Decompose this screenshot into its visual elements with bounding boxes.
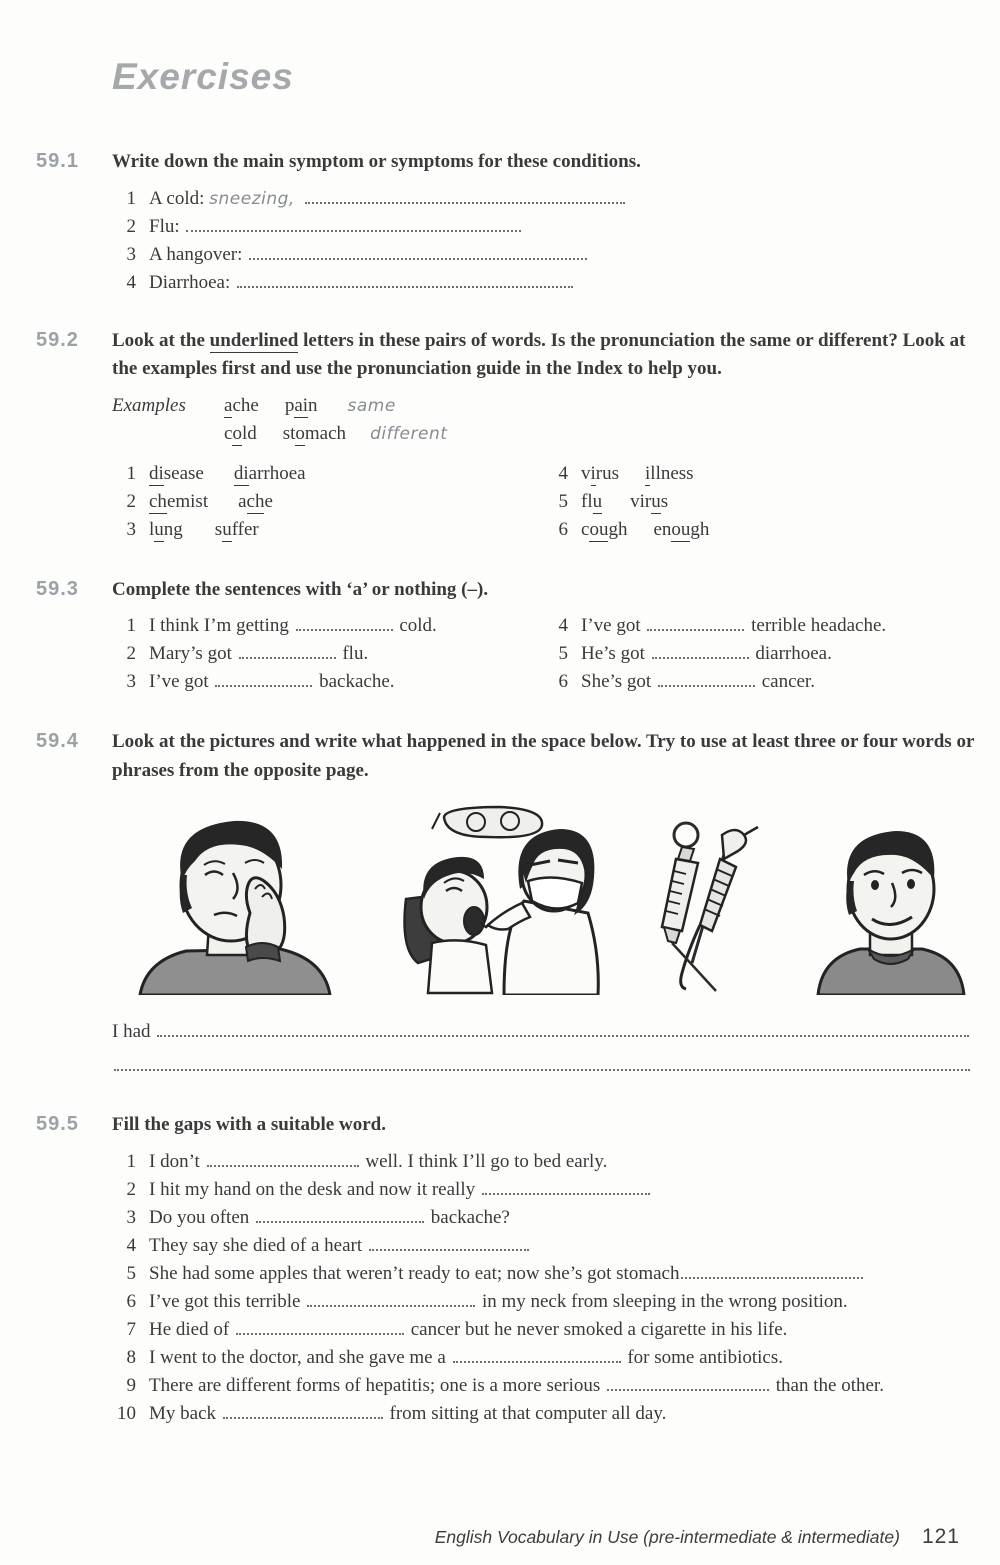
exercise-body [112, 1111, 978, 1428]
exercise-item [112, 1288, 978, 1316]
item-number: 6 [558, 671, 568, 692]
text: well. I think I’ll go to bed early. [360, 1150, 608, 1172]
exercise-59-1 [36, 148, 1000, 297]
text: There are different forms of hepatitis; one is a more serious [149, 1374, 606, 1396]
item-text [581, 640, 978, 668]
item-text [149, 1372, 978, 1400]
text: ld [241, 422, 257, 444]
answer-blank [239, 644, 336, 659]
text: diarrhoea. [750, 643, 832, 664]
item-number: 9 [126, 1374, 136, 1396]
text: cancer. [756, 671, 815, 692]
underlined-letters: u [154, 518, 164, 540]
exercise-59-4 [36, 728, 1000, 1083]
exercise-items [112, 1148, 978, 1428]
exercise-number: 59.4 [36, 730, 79, 752]
text: v [581, 462, 591, 484]
book-title: English Vocabulary in Use (pre-intermediate & intermediate) [434, 1527, 900, 1547]
answer-blank [658, 672, 755, 687]
examples-label-spacer [112, 420, 224, 448]
text: en [653, 518, 672, 540]
text: c [224, 422, 233, 444]
text: l [149, 518, 155, 540]
text: cold. [394, 615, 437, 636]
item-text [149, 213, 978, 241]
item-text [149, 1232, 978, 1260]
item-text [581, 516, 978, 544]
item-text [149, 241, 978, 269]
text: A hangover: [149, 243, 248, 265]
text: I had [112, 1021, 156, 1042]
exercise-59-3 [36, 576, 1000, 697]
item-text [149, 269, 978, 297]
answer-line [112, 1049, 978, 1083]
item-text [581, 488, 978, 516]
exercise-item [544, 668, 978, 696]
item-text [149, 640, 544, 668]
handwritten-answer: sneezing, [209, 188, 295, 209]
text: They say she died of a heart [149, 1234, 367, 1256]
underlined-letters: ou [671, 518, 691, 540]
item-text [149, 1288, 978, 1316]
underlined-letters: ou [589, 518, 609, 540]
text: ffer [231, 518, 259, 540]
exercise-item [112, 1344, 978, 1372]
exercise-item [112, 1232, 978, 1260]
spacer [183, 534, 215, 535]
item-number: 1 [126, 187, 136, 209]
textbook-page [0, 56, 1000, 1565]
item-text [581, 612, 978, 640]
item-text [149, 1316, 978, 1344]
text: arrhoea [248, 462, 306, 484]
text: for some antibiotics. [622, 1346, 783, 1368]
man-holding-aching-jaw-illustration [112, 809, 344, 995]
item-number: 10 [117, 1402, 136, 1424]
handwritten-answer: different [370, 423, 448, 444]
text: llness [650, 462, 694, 484]
exercise-item [112, 1316, 978, 1344]
exercise-59-2 [36, 327, 1000, 544]
answer-blank [607, 1376, 769, 1391]
text: from sitting at that computer all day. [384, 1402, 667, 1424]
text: I think I’m getting [149, 615, 294, 636]
exercise-item [112, 1260, 978, 1288]
example-words [224, 392, 396, 420]
exercise-item [112, 1176, 978, 1204]
text: che [232, 394, 259, 416]
dentist-examining-patient-illustration [392, 803, 604, 995]
answer-blank [482, 1180, 650, 1195]
item-number: 3 [126, 243, 136, 265]
answer-blank [647, 616, 744, 631]
text: fl [581, 490, 593, 512]
exercise-instruction: Fill the gaps with a suitable word. [112, 1114, 386, 1135]
answer-blank [114, 1056, 970, 1071]
answer-blank [369, 1236, 529, 1251]
word-pairs [112, 460, 978, 544]
text: She had some apples that weren’t ready to eat; now she’s got stomach [149, 1262, 680, 1284]
spacer [295, 203, 303, 204]
underlined-letters: u [651, 490, 661, 512]
exercise-item [112, 668, 544, 696]
exercise-item [544, 488, 978, 516]
exercise-number: 59.2 [36, 328, 79, 351]
text: I don’t [149, 1150, 205, 1172]
item-number: 5 [558, 643, 568, 664]
answer-blank [249, 245, 587, 260]
underlined-letters: di [233, 462, 249, 484]
exercise-number: 59.5 [36, 1113, 79, 1135]
exercise-item [544, 640, 978, 668]
spacer [627, 534, 653, 535]
item-text [149, 516, 544, 544]
exercise-number: 59.3 [36, 577, 79, 600]
item-text [149, 668, 544, 696]
exercise-item [112, 269, 978, 297]
exercise-body [112, 728, 978, 1083]
exercise-item [112, 640, 544, 668]
text: s [214, 518, 223, 540]
exercise-instruction: Look at the pictures and write what happened in the space below. Try to use at least three or four words or phrases from the opposite page. [112, 731, 979, 781]
spacer [257, 438, 283, 439]
text: He died of [149, 1318, 234, 1340]
item-text [149, 460, 544, 488]
exercise-item [544, 460, 978, 488]
text: a [238, 490, 247, 512]
exercise-item [112, 1148, 978, 1176]
item-text [149, 612, 544, 640]
answer-blank [453, 1348, 621, 1363]
underlined-letters: ch [149, 490, 167, 512]
exercise-item [112, 516, 544, 544]
item-text [149, 1176, 978, 1204]
item-number: 1 [126, 615, 136, 636]
smiling-man-illustration [812, 823, 968, 995]
exercise-59-5 [36, 1111, 1000, 1428]
exercise-instruction: Complete the sentences with ‘a’ or nothing (–). [112, 578, 489, 600]
item-number: 5 [126, 1262, 136, 1284]
exercise-item [112, 1372, 978, 1400]
item-text [581, 668, 978, 696]
text: gh [608, 518, 628, 540]
exercise-item [112, 460, 544, 488]
syringe-and-drill-illustration [652, 813, 764, 995]
exercise-instruction: Write down the main symptom or symptoms for these conditions. [112, 151, 641, 172]
handwritten-answer: same [347, 395, 396, 416]
spacer [619, 478, 645, 479]
examples-block [112, 392, 978, 448]
sentences-right-column [544, 612, 978, 696]
item-number: 7 [126, 1318, 136, 1340]
examples-label: Examples [112, 394, 186, 416]
item-number: 4 [126, 271, 136, 293]
item-text [149, 1400, 978, 1428]
underlined-letters: o [232, 422, 242, 444]
answer-blank [296, 616, 393, 631]
page-number: 121 [921, 1525, 960, 1548]
item-number: 4 [558, 462, 568, 484]
text: ng [163, 518, 183, 540]
text: rus [595, 462, 620, 484]
text: than the other. [771, 1374, 884, 1396]
underlined-letters: a [224, 394, 233, 416]
written-answer-area [112, 1015, 978, 1083]
item-number: 4 [558, 615, 568, 636]
exercise-body [112, 327, 978, 544]
text: Look at the [112, 329, 210, 351]
underlined-letters: i [590, 462, 596, 484]
answer-blank [305, 189, 625, 204]
text: I went to the doctor, and she gave me a [149, 1346, 451, 1368]
text: c [581, 518, 590, 540]
answer-blank [236, 1320, 404, 1335]
exercise-item [544, 516, 978, 544]
item-text [149, 1148, 978, 1176]
exercise-item [112, 612, 544, 640]
answer-blank [307, 1292, 475, 1307]
exercise-item [112, 488, 544, 516]
text: mach [304, 422, 347, 444]
exercise-item [112, 1400, 978, 1428]
answer-blank [681, 1264, 863, 1279]
exercise-item [112, 185, 978, 213]
text: letters in these pairs of words. Is the pronunciation the same or different? Look at the examples first and use the pronunciation guide in the Index to help you. [112, 329, 971, 379]
item-number: 3 [126, 518, 136, 540]
exercise-item [544, 612, 978, 640]
text: emist [166, 490, 209, 512]
text: I’ve got this terrible [149, 1290, 306, 1312]
item-number: 2 [126, 643, 136, 664]
sentences-left-column [112, 612, 544, 696]
example-words [224, 420, 447, 448]
item-text [149, 185, 978, 213]
item-number: 2 [126, 1178, 136, 1200]
spacer [208, 506, 238, 507]
answer-blank [223, 1404, 383, 1419]
item-number: 6 [558, 518, 568, 540]
underlined-letters: u [222, 518, 232, 540]
spacer [318, 410, 348, 411]
text: p [284, 394, 295, 416]
example-row [112, 392, 978, 420]
spacer [602, 506, 630, 507]
exercise-body [112, 576, 978, 697]
text: e [264, 490, 273, 512]
item-number: 5 [558, 490, 568, 512]
item-number: 4 [126, 1234, 136, 1256]
overhead-lamp-icon [432, 807, 542, 837]
text: st [282, 422, 296, 444]
text: She’s got [581, 671, 656, 692]
pairs-left-column [112, 460, 544, 544]
text: Do you often [149, 1206, 255, 1228]
underlined-letters: underlined [209, 329, 299, 351]
text: Flu: [149, 215, 185, 237]
item-number: 1 [126, 1150, 136, 1172]
underlined-letters: o [295, 422, 305, 444]
item-text [149, 1344, 978, 1372]
text: gh [690, 518, 710, 540]
page-footer [435, 1525, 960, 1549]
text: terrible headache. [746, 615, 887, 636]
item-text [581, 460, 978, 488]
answer-blank [207, 1152, 359, 1167]
item-number: 2 [126, 490, 136, 512]
text: sease [163, 462, 204, 484]
spacer [204, 478, 234, 479]
underlined-letters: i [645, 462, 651, 484]
answer-blank [256, 1208, 424, 1223]
example-row [112, 420, 978, 448]
underlined-letters: u [592, 490, 603, 512]
exercise-number: 59.1 [36, 150, 79, 172]
text: backache. [314, 671, 395, 692]
text: My back [149, 1402, 221, 1424]
pairs-right-column [544, 460, 978, 544]
answer-blank [652, 644, 749, 659]
underlined-letters: di [149, 462, 164, 484]
text: Diarrhoea: [149, 271, 235, 293]
item-number: 3 [126, 671, 136, 692]
text: s [660, 490, 669, 512]
answer-line [112, 1015, 978, 1049]
text: I’ve got [149, 671, 214, 692]
spacer [346, 438, 370, 439]
text: I’ve got [581, 615, 646, 636]
item-number: 6 [126, 1290, 136, 1312]
page-title: Exercises [112, 56, 294, 97]
text: flu. [337, 643, 369, 664]
item-number: 3 [126, 1206, 136, 1228]
text: A cold: [149, 187, 210, 209]
text: vir [630, 490, 652, 512]
text: I hit my hand on the desk and now it really [149, 1178, 480, 1200]
item-text [149, 488, 544, 516]
exercise-instruction [112, 327, 978, 384]
answer-blank [237, 273, 573, 288]
text: backache? [426, 1206, 510, 1228]
answer-blank [186, 217, 521, 232]
answer-blank [157, 1022, 969, 1037]
text: n [308, 394, 318, 416]
item-text [149, 1260, 978, 1288]
text: Mary’s got [149, 643, 237, 664]
item-number: 1 [126, 462, 136, 484]
picture-strip [112, 799, 968, 995]
item-text [149, 1204, 978, 1232]
underlined-letters: ai [294, 394, 309, 416]
exercise-item [112, 213, 978, 241]
spacer [259, 410, 285, 411]
exercise-body [112, 148, 978, 297]
exercise-item [112, 241, 978, 269]
text: cancer but he never smoked a cigarette in his life. [405, 1318, 788, 1340]
item-number: 2 [126, 215, 136, 237]
exercise-item [112, 1204, 978, 1232]
item-number: 8 [126, 1346, 136, 1368]
text: in my neck from sleeping in the wrong position. [477, 1290, 848, 1312]
exercise-items [112, 185, 978, 297]
text: He’s got [581, 643, 650, 664]
answer-blank [215, 672, 312, 687]
underlined-letters: ch [246, 490, 265, 512]
sentence-columns [112, 612, 978, 696]
